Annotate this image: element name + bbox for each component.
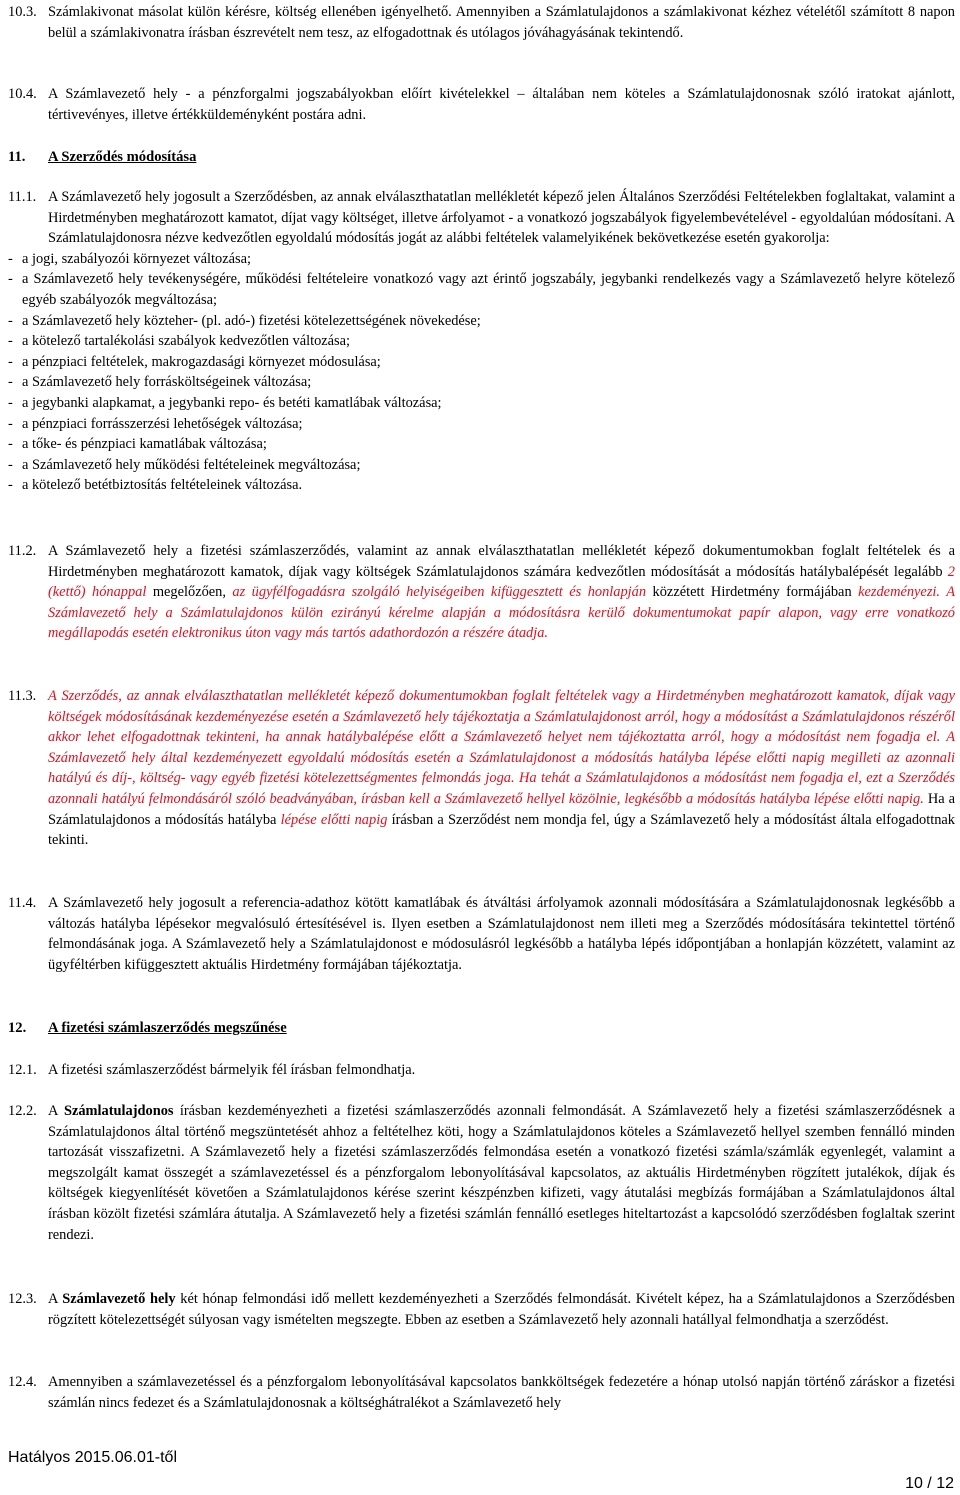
list-item: a kötelező betétbiztosítás feltételeinek változása. [22,477,303,494]
paragraph-number: 12.3. [8,1291,37,1307]
bold-term: Számlatulajdonos [63,1103,174,1119]
paragraph-text: Számlakivonat másolat külön kérésre, költség ellenében igényelhető. Amennyiben a Számlatulajdonos a számlakivonat kézhez vételétől számított 8 napon belül a számlakivonatra írásban észrevételt nem tesz, az elfogadottnak és utólagos jóváhagyásának tekintendő. [48,4,955,41]
effective-date: Hatályos 2015.06.01-től [8,1449,177,1466]
page-number: 10 / 12 [905,1475,954,1492]
list-item: a pénzpiaci forrásszerzési lehetőségek változása; [22,415,303,432]
list-item: a Számlavezető hely közteher- (pl. adó-) fizetési kötelezettségének növekedése; [22,312,481,329]
paragraph-number: 11.4. [8,895,37,911]
paragraph-text: A fizetési számlaszerződést bármelyik fél írásban felmondhatja. [48,1062,416,1078]
paragraph-11-1: 11.1. A Számlavezető hely jogosult a Szerződésben, az annak elválaszthatatlan mellékletét képező jelen Általános Szerződési Feltételekben foglaltakat, valamint a Hirdetményben meghatározott kamatot, díjat vagy költséget, illetve árfolyamot - a vonatkozó jogszabályok figyelembevételével - egyoldalúan módosítani. A Számlatulajdonosra nézve kedvezőtlen egyoldalú módosítás jogát az alábbi feltételek valamelyikének bekövetkezése esetén gyakorolja: - a jogi, szabályozói környezet változása; - a Számlavezető hely tevékenységére, működési feltételeire vonatkozó vagy azt érintő jogszabály, jegybanki rendelkezés vagy a Számlavezető helyre kötelező egyéb szabályozók megváltozása; - a Számlavezető hely közteher- (pl. adó-) fizetési kötelezettségének növekedése; - a kötelező tartalékolási szabályok kedvezőtlen változása; - a pénzpiaci feltételek, makrogazdasági környezet módosulása; - a Számlavezető hely forrásköltségeinek változása; - a jegybanki alapkamat, a jegybanki repo- és betéti kamatlábak változása; - a pénzpiaci forrásszerzési lehetőségek változása; - a tőke- és pénzpiaci kamatlábak változása; - a Számlavezető hely működési feltételeinek megváltozása; - a kötelező betétbiztosítás feltételeinek változása. [8,187,955,496]
section-11-heading [8,147,955,168]
paragraph-text: A Szerződés, az annak elválaszthatatlan mellékletét képező dokumentumokban foglalt feltételek vagy a Hirdetményben meghatározott kamatok, díjak vagy költségek módosításának kezdeményezése esetén a Számlavezető hely tájékoztatja a Számlatulajdonost arról, hogy a módosítást a Számlatulajdonos részéről akkor lehet elfogadottnak tekinteni, ha annak hatálybalépése előtt a Számlavezető helyet nem tájékoztatta arról, hogy a módosítást nem fogadja el. A Számlavezető hely által kezdeményezett egyoldalú módosítás esetén a Számlatulajdonost a módosítás hatályba lépése előtti napig megilleti az azonnali hatályú és díj-, költség- vagy egyéb fizetési kötelezettségmentes felmondás joga. Ha tehát a Számlatulajdonos a módosítást nem fogadja el, ezt a Szerződés azonnali hatályú felmondásáról szóló beadványában, írásban kell a Számlavezető hellyel közölnie, legkésőbb a módosítás hatályba lépése előtti napig. Ha a Számlatulajdonos a módosítás hatályba lépése előtti napig írásban a Szerződést nem mondja fel, úgy a Számlavezető hely a módosítást általa elfogadottnak tekinti. [48,688,955,849]
section-title: A Szerződés módosítása [48,149,197,165]
list-item: a Számlavezető hely forrásköltségeinek változása; [22,374,312,391]
paragraph-number: 10.3. [8,4,37,20]
list-item: a Számlavezető hely működési feltételeinek megváltozása; [22,456,361,473]
paragraph-number: 10.4. [8,86,37,102]
list-item: a kötelező tartalékolási szabályok kedvezőtlen változása; [22,333,351,350]
section-12-heading [8,1018,955,1039]
highlight-text: A Szerződés, az annak elválaszthatatlan mellékletét képező dokumentumokban foglalt feltételek vagy a Hirdetményben meghatározott kamatok, díjak vagy költségek módosításának kezdeményezése esetén a Számlavezető hely tájékoztatja a Számlatulajdonost arról, hogy a módosítást a Számlatulajdonos részéről akkor lehet elfogadottnak tekinteni, ha annak hatálybalépése előtt a Számlavezető helyet nem tájékoztatta arról, hogy a módosítást nem fogadja el. A Számlavezető hely által kezdeményezett egyoldalú módosítás esetén a Számlatulajdonost a módosítás hatályba lépése előtti napig megilleti az azonnali hatályú és díj-, költség- vagy egyéb fizetési kötelezettségmentes felmondás joga. Ha tehát a Számlatulajdonos a módosítást nem fogadja el, ezt a Szerződés azonnali hatályú felmondásáról szóló beadványában, írásban kell a Számlavezető hellyel közölnie, legkésőbb a módosítás hatályba lépése előtti napig. [48,688,955,807]
paragraph-number: 11.2. [8,543,37,559]
paragraph-12-3 [8,1289,955,1330]
paragraph-11-3 [8,686,955,851]
paragraph-text: A Számlavezető hely két hónap felmondási idő mellett kezdeményezheti a Szerződés felmondását. Kivételt képez, ha a Számlatulajdonos a Szerződésben rögzített kötelezettségét súlyosan vagy ismételten megszegte. Ebben az esetben a Számlavezető hely azonnali hatállyal felmondhatja a szerződést. [48,1291,955,1328]
paragraph-12-4 [8,1372,955,1413]
paragraph-12-1 [8,1060,955,1081]
paragraph-number: 12.4. [8,1374,37,1390]
paragraph-10-3 [8,2,955,43]
paragraph-number: 11.3. [8,688,37,704]
section-number: 12. [8,1020,27,1036]
paragraph-number: 11.1. [8,189,37,205]
highlight-text: kezdeményezi. A Számlavezető hely a Számlatulajdonos külön ezirányú kérelme alapján a módosításra kerülő dokumentumokat papír alapon, vagy erre vonatkozó megállapodás esetén elektronikus úton vagy más tartós adathordozón a részére átadja. [48,584,955,642]
paragraph-11-4 [8,893,955,975]
paragraph-text: A Számlavezető hely a fizetési számlaszerződés, valamint az annak elválaszthatatlan mellékletét képező dokumentumokban foglalt feltételek és a Hirdetményben meghatározott kamatok, díjak vagy költségek Számlatulajdonos számára kedvezőtlen módosítását a módosítás hatálybalépését legalább 2 (kettő) hónappal megelőzően, az ügyfélfogadásra szolgáló helyiségeiben kifüggesztett és honlapján közzétett Hirdetmény formájában kezdeményezi. A Számlavezető hely a Számlatulajdonos külön ezirányú kérelme alapján a módosításra kerülő dokumentumokat papír alapon, vagy erre vonatkozó megállapodás esetén elektronikus úton vagy más tartós adathordozón a részére átadja. [48,543,955,642]
paragraph-text: A Számlavezető hely jogosult a referencia-adathoz kötött kamatlábak és átváltási árfolyamok azonnali módosítására a Számlatulajdonosnak legkésőbb a változás hatályba lépésekor megvalósuló értesítésével is. Ilyen esetben a Számlatulajdonost nem illeti meg a Szerződés módosítására tekintettel történő felmondásának joga. A Számlavezető hely a Számlatulajdonost e módosulásról legkésőbb a hatályba lépés időpontjában a honlapján közzétett, valamint az ügyféltérben kifüggesztett aktuális Hirdetmény formájában tájékoztatja. [48,895,955,973]
paragraph-text: A Számlavezető hely - a pénzforgalmi jogszabályokban előírt kivételekkel – általában nem köteles a Számlatulajdonosnak szóló iratokat ajánlott, tértivevényes, illetve értékküldeményként postára adni. [48,86,955,123]
section-number: 11. [8,149,26,165]
paragraph-text: Amennyiben a számlavezetéssel és a pénzforgalom lebonyolításával kapcsolatos bankköltségek fedezetére a hónap utolsó napján történő záráskor a fizetési számlán nincs fedezet és a Számlatulajdonosnak a költséghátralékot a Számlavezető hely [48,1374,955,1411]
list-item: a Számlavezető hely tevékenységére, működési feltételeire vonatkozó vagy azt érintő jogszabály, jegybanki rendelkezés vagy a Számlavezető helyre kötelező egyéb szabályozók megváltozása; [22,271,955,308]
paragraph-number: 12.1. [8,1062,37,1078]
bold-term: Számlavezető hely [62,1291,176,1307]
list-item: a tőke- és pénzpiaci kamatlábak változása; [22,436,267,453]
paragraph-text: A Számlatulajdonos írásban kezdeményezheti a fizetési számlaszerződés azonnali felmondását. A Számlavezető hely a fizetési számlaszerződésnek a Számlatulajdonos által történő megszüntetését ahhoz a feltételhez köti, hogy a Számlatulajdonos köteles a Számlavezető hellyel szemben fennálló minden tartozását visszafizetni. A Számlavezető hely a fizetési számlaszerződés felmondása esetén a vonatkozó fizetési számla/számlák egyenlegét, valamint a megszolgált kamat összegét a számlavezetéssel és a pénzforgalom lebonyolításával kapcsolatos, az aktuális Hirdetményben rögzített jutalékok, díjak és költségek kiegyenlítését követően a Számlatulajdonos kérése szerint készpénzben kifizeti, vagy átutalási megbízás formájában a Számlatulajdonos által írásban közölt fizetési számlára átutalja. A Számlavezető hely a fizetési számlán fennálló esetleges hiteltartozást a kapcsolódó szerződésben foglaltak szerint rendezi. [48,1103,955,1243]
paragraph-text: A Számlavezető hely jogosult a Szerződésben, az annak elválaszthatatlan mellékletét képező jelen Általános Szerződési Feltételekben foglaltakat, valamint a Hirdetményben meghatározott kamatot, díjat vagy költséget, illetve árfolyamot - a vonatkozó jogszabályok figyelembevételével - egyoldalúan módosítani. A Számlatulajdonosra nézve kedvezőtlen egyoldalú módosítás jogát az alábbi feltételek valamelyikének bekövetkezése esetén gyakorolja: [48,189,955,247]
highlight-text: az ügyfélfogadásra szolgáló helyiségeiben kifüggesztett és honlapján [232,584,647,601]
section-title: A fizetési számlaszerződés megszűnése [48,1020,287,1036]
paragraph-number: 12.2. [8,1103,37,1119]
paragraph-11-2 [8,541,955,644]
list-item: a pénzpiaci feltételek, makrogazdasági környezet módosulása; [22,353,381,370]
list-item: a jogi, szabályozói környezet változása; [22,250,251,267]
highlight-text: 2 (kettő) hónappal [48,563,955,601]
paragraph-12-2 [8,1101,955,1245]
list-item: a jegybanki alapkamat, a jegybanki repo- és betéti kamatlábak változása; [22,394,442,411]
paragraph-10-4 [8,84,955,125]
highlight-text: lépése előtti napig [280,811,388,828]
